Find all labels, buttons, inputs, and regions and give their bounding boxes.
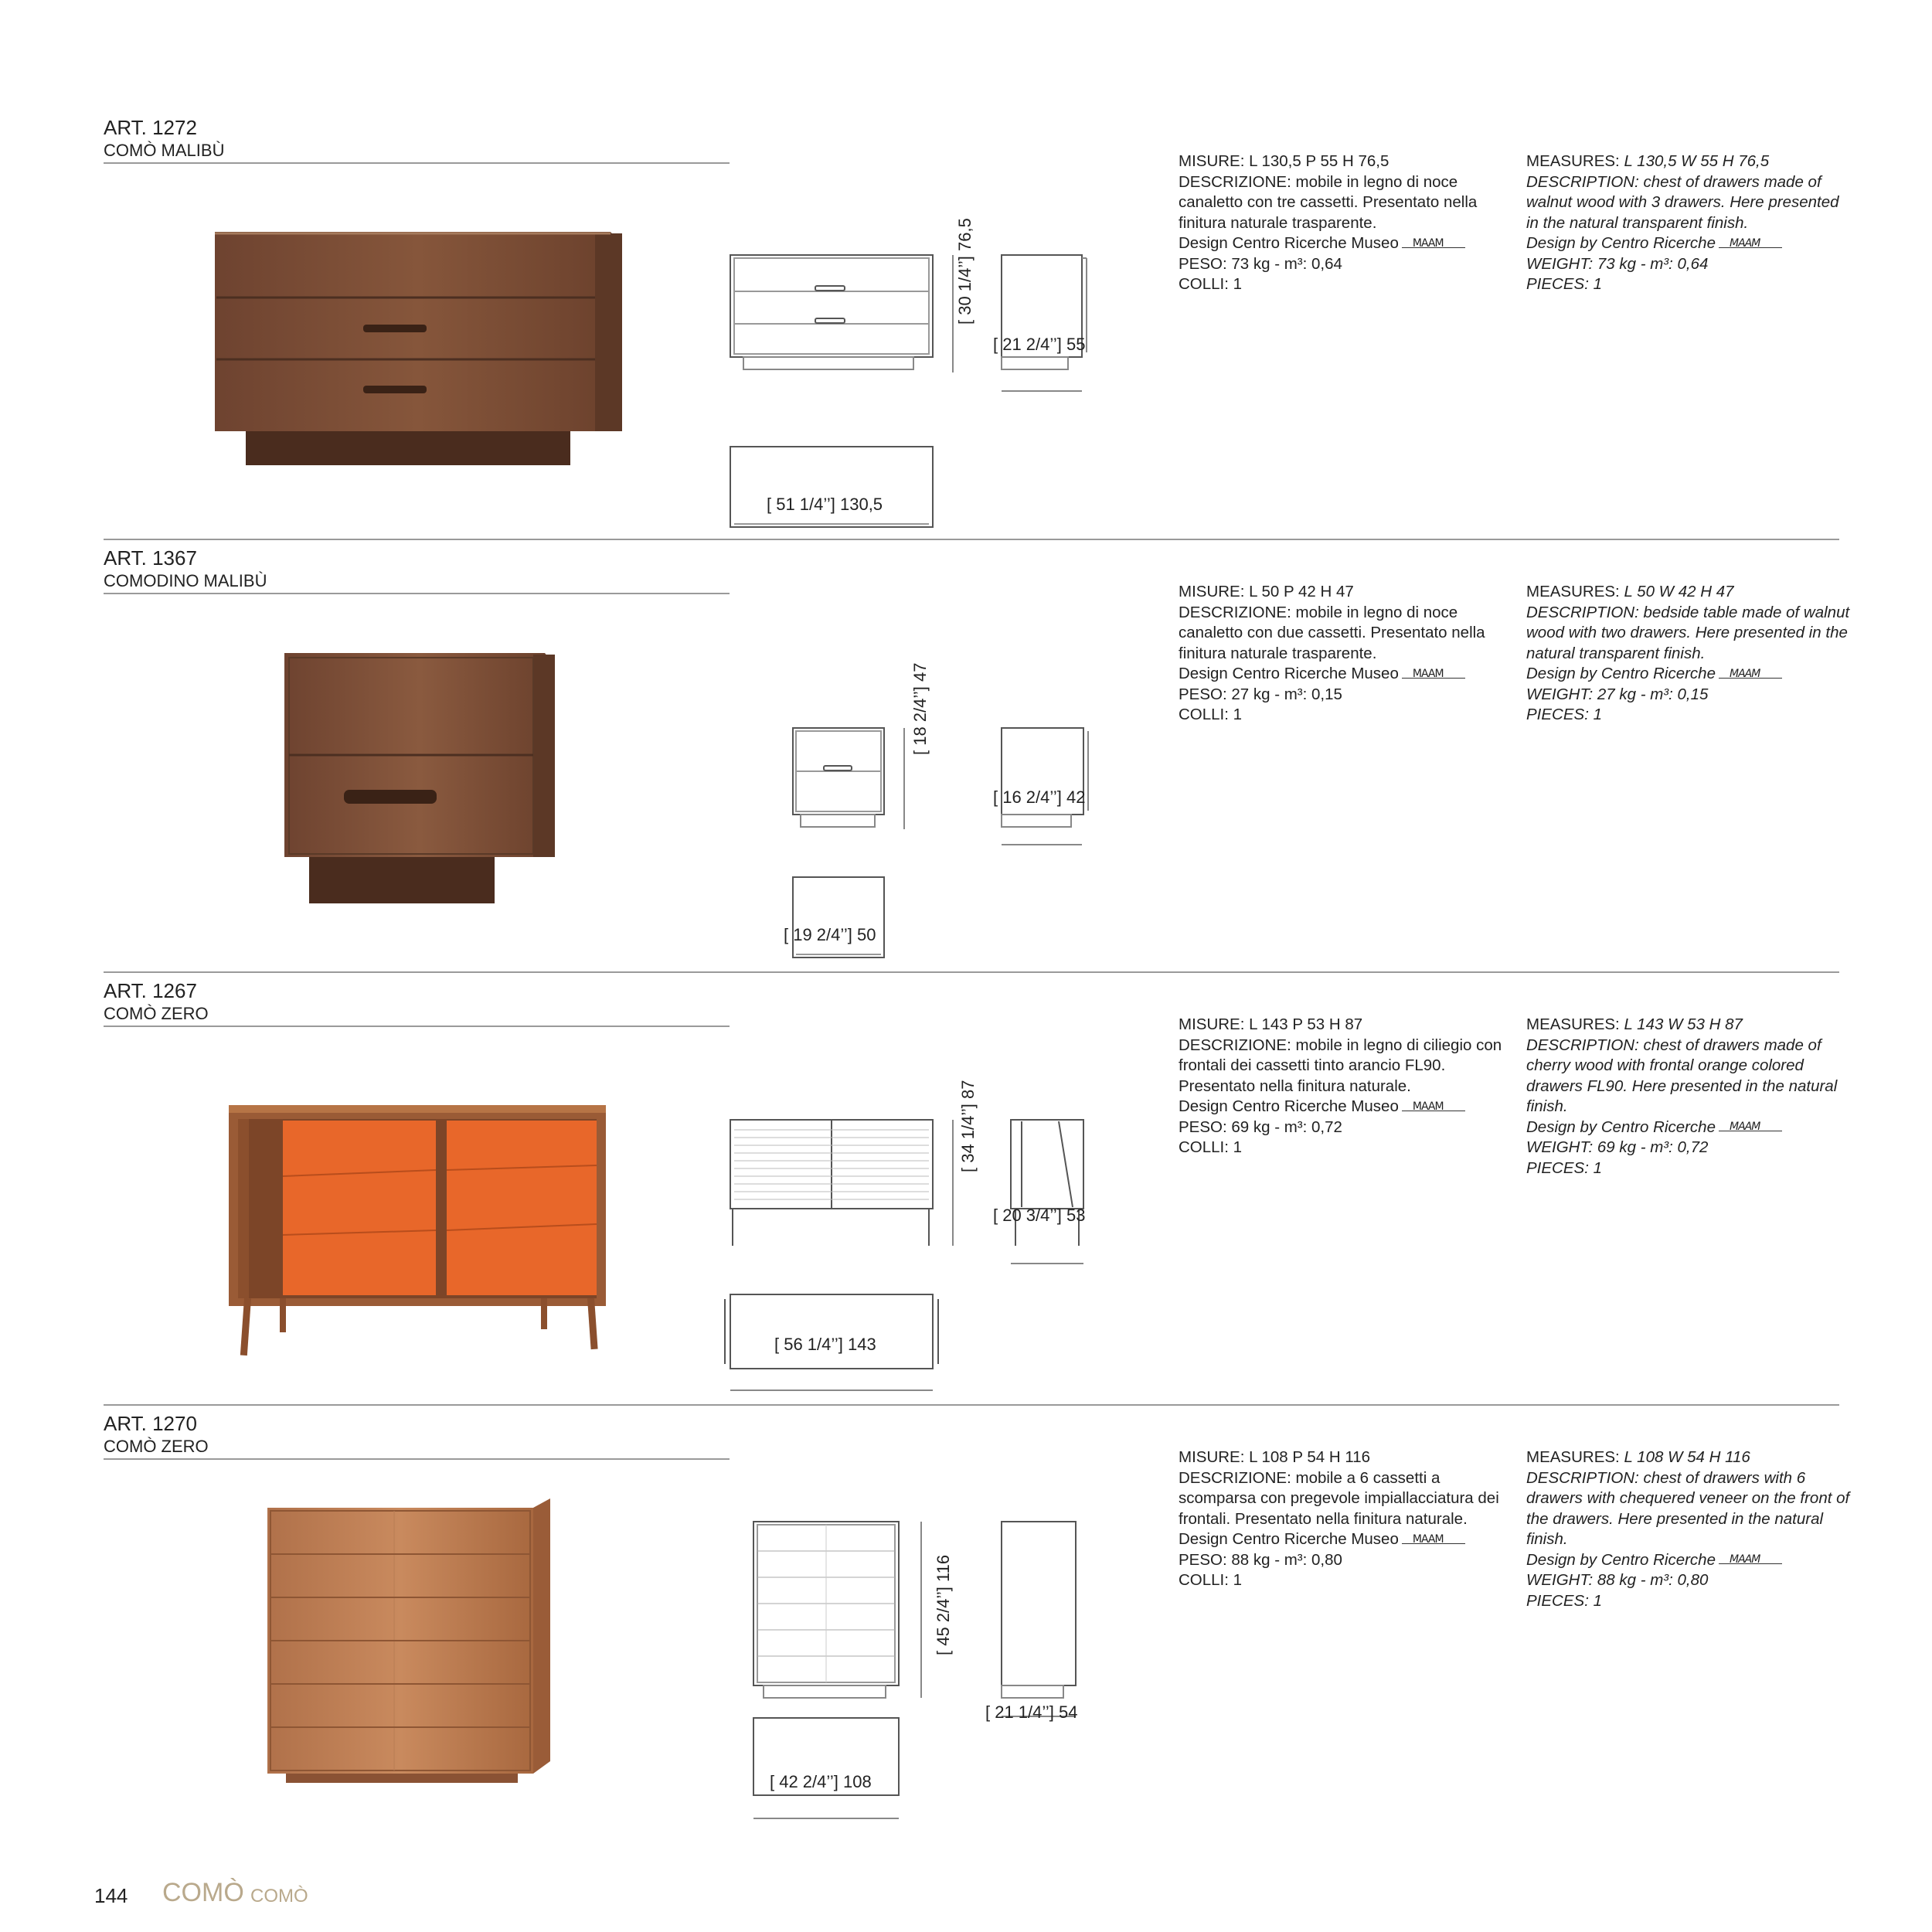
weight: WEIGHT: 88 kg - m³: 0,80 bbox=[1526, 1571, 1709, 1589]
descrizione-text: mobile in legno di noce canaletto con tre cassetti. Presentato nella finitura naturale trasparente. bbox=[1179, 172, 1478, 232]
italian-specs bbox=[1179, 582, 1503, 726]
product-section-1367 bbox=[0, 539, 1932, 971]
descrizione-label: DESCRIZIONE: bbox=[1179, 603, 1291, 621]
english-specs bbox=[1526, 582, 1851, 726]
product-photo bbox=[263, 1497, 556, 1791]
colli: COLLI: 1 bbox=[1179, 1571, 1243, 1589]
maam-logo: MAAM bbox=[1402, 1531, 1465, 1549]
peso: PESO: 69 kg - m³: 0,72 bbox=[1179, 1117, 1342, 1136]
design-credit: Design Centro Ricerche Museo bbox=[1179, 665, 1399, 682]
length-dimension: [ 51 1/4’’] 130,5 bbox=[767, 495, 883, 514]
descrizione-label: DESCRIZIONE: bbox=[1179, 172, 1291, 191]
measures-label: MEASURES: bbox=[1526, 583, 1620, 600]
italian-specs bbox=[1179, 1447, 1503, 1591]
depth-dimension: [ 21 1/4’’] 54 bbox=[985, 1702, 1078, 1722]
design-credit: Design by Centro Ricerche bbox=[1526, 234, 1716, 252]
product-section-1267 bbox=[0, 971, 1932, 1404]
peso: PESO: 27 kg - m³: 0,15 bbox=[1179, 685, 1342, 703]
pieces: PIECES: 1 bbox=[1526, 1591, 1602, 1610]
design-credit: Design by Centro Ricerche bbox=[1526, 665, 1716, 682]
article-name: COMODINO MALIBÙ bbox=[104, 571, 267, 590]
article-number: ART. 1367 bbox=[104, 546, 197, 570]
maam-logo: MAAM bbox=[1719, 665, 1782, 684]
english-specs bbox=[1526, 151, 1851, 295]
article-name: COMÒ MALIBÙ bbox=[104, 141, 225, 160]
measures-label: MEASURES: bbox=[1526, 1448, 1620, 1466]
english-specs bbox=[1526, 1015, 1851, 1179]
design-credit: Design by Centro Ricerche bbox=[1526, 1550, 1716, 1569]
design-credit: Design Centro Ricerche Museo bbox=[1179, 234, 1399, 252]
measures-label: MEASURES: bbox=[1526, 152, 1620, 170]
description-text: DESCRIPTION: chest of drawers made of cherry wood with frontal orange colored drawers FL90. Here presented in the natural finish. bbox=[1526, 1036, 1838, 1115]
depth-dimension: [ 20 3/4’’] 53 bbox=[993, 1206, 1086, 1225]
maam-logo: MAAM bbox=[1402, 1098, 1465, 1117]
maam-logo: MAAM bbox=[1402, 665, 1465, 684]
height-dimension: [ 30 1/4’’] 76,5 bbox=[955, 218, 975, 325]
article-number: ART. 1270 bbox=[104, 1412, 197, 1435]
maam-logo: MAAM bbox=[1719, 1551, 1782, 1570]
height-dimension: [ 34 1/4’’] 87 bbox=[958, 1080, 978, 1172]
misure-label: MISURE: bbox=[1179, 1015, 1245, 1033]
misure-value: L 143 P 53 H 87 bbox=[1249, 1015, 1363, 1033]
length-dimension: [ 56 1/4’’] 143 bbox=[774, 1335, 876, 1354]
height-dimension: [ 18 2/4’’] 47 bbox=[910, 662, 930, 755]
section-divider bbox=[104, 539, 1839, 540]
english-specs bbox=[1526, 1447, 1851, 1611]
maam-logo: MAAM bbox=[1719, 1118, 1782, 1137]
weight: WEIGHT: 69 kg - m³: 0,72 bbox=[1526, 1138, 1709, 1156]
misure-value: L 50 P 42 H 47 bbox=[1249, 583, 1354, 600]
length-dimension: [ 19 2/4’’] 50 bbox=[784, 925, 876, 944]
italian-specs bbox=[1179, 1015, 1503, 1158]
length-dimension: [ 42 2/4’’] 108 bbox=[770, 1772, 872, 1791]
product-section-1272 bbox=[0, 108, 1932, 541]
title-divider bbox=[104, 1458, 730, 1460]
measures-value: L 108 W 54 H 116 bbox=[1624, 1448, 1750, 1466]
description-text: DESCRIPTION: bedside table made of walnut wood with two drawers. Here presented in the natural transparent finish. bbox=[1526, 603, 1850, 662]
product-photo bbox=[224, 1099, 611, 1362]
pieces: PIECES: 1 bbox=[1526, 1158, 1602, 1177]
title-divider bbox=[104, 162, 730, 164]
section-divider bbox=[104, 971, 1839, 973]
measures-value: L 143 W 53 H 87 bbox=[1624, 1015, 1743, 1033]
article-number: ART. 1272 bbox=[104, 116, 197, 139]
title-divider bbox=[104, 593, 730, 594]
technical-drawing bbox=[719, 600, 1121, 964]
design-credit: Design by Centro Ricerche bbox=[1526, 1117, 1716, 1136]
misure-label: MISURE: bbox=[1179, 152, 1245, 170]
design-credit: Design Centro Ricerche Museo bbox=[1179, 1097, 1399, 1115]
weight: WEIGHT: 73 kg - m³: 0,64 bbox=[1526, 254, 1709, 273]
design-credit: Design Centro Ricerche Museo bbox=[1179, 1530, 1399, 1548]
peso: PESO: 88 kg - m³: 0,80 bbox=[1179, 1550, 1342, 1569]
page-number: 144 bbox=[94, 1884, 128, 1907]
footer-section-subtitle: COMÒ bbox=[250, 1886, 308, 1906]
measures-label: MEASURES: bbox=[1526, 1015, 1620, 1033]
section-divider bbox=[104, 1404, 1839, 1406]
descrizione-text: mobile in legno di noce canaletto con due cassetti. Presentato nella finitura naturale trasparente. bbox=[1179, 603, 1485, 662]
description-text: DESCRIPTION: chest of drawers with 6 drawers with chequered veneer on the front of the drawers. Here presented in the natural finish. bbox=[1526, 1468, 1850, 1548]
title-divider bbox=[104, 1026, 730, 1027]
pieces: PIECES: 1 bbox=[1526, 275, 1602, 293]
misure-label: MISURE: bbox=[1179, 583, 1245, 600]
depth-dimension: [ 16 2/4’’] 42 bbox=[993, 787, 1086, 807]
product-photo bbox=[278, 647, 564, 913]
italian-specs bbox=[1179, 151, 1503, 295]
weight: WEIGHT: 27 kg - m³: 0,15 bbox=[1526, 685, 1709, 703]
misure-value: L 130,5 P 55 H 76,5 bbox=[1249, 152, 1389, 170]
colli: COLLI: 1 bbox=[1179, 1138, 1243, 1156]
peso: PESO: 73 kg - m³: 0,64 bbox=[1179, 254, 1342, 273]
maam-logo: MAAM bbox=[1402, 235, 1465, 253]
pieces: PIECES: 1 bbox=[1526, 706, 1602, 723]
product-section-1270 bbox=[0, 1404, 1932, 1837]
article-name: COMÒ ZERO bbox=[104, 1437, 209, 1456]
footer-section-title: COMÒ bbox=[162, 1878, 244, 1907]
descrizione-text: mobile in legno di ciliegio con frontali dei cassetti tinto arancio FL90. Presentato nella finitura naturale. bbox=[1179, 1036, 1502, 1095]
descrizione-text: mobile a 6 cassetti a scomparsa con pregevole impiallacciatura dei frontali. Presentato nella finitura naturale. bbox=[1179, 1468, 1499, 1528]
article-name: COMÒ ZERO bbox=[104, 1004, 209, 1023]
description-text: DESCRIPTION: chest of drawers made of walnut wood with 3 drawers. Here presented in the natural transparent finish. bbox=[1526, 172, 1839, 232]
height-dimension: [ 45 2/4’’] 116 bbox=[934, 1554, 953, 1655]
misure-label: MISURE: bbox=[1179, 1448, 1245, 1466]
measures-value: L 130,5 W 55 H 76,5 bbox=[1624, 152, 1770, 170]
article-number: ART. 1267 bbox=[104, 979, 197, 1002]
depth-dimension: [ 21 2/4’’] 55 bbox=[993, 335, 1086, 354]
colli: COLLI: 1 bbox=[1179, 706, 1243, 723]
maam-logo: MAAM bbox=[1719, 235, 1782, 253]
descrizione-label: DESCRIZIONE: bbox=[1179, 1468, 1291, 1487]
measures-value: L 50 W 42 H 47 bbox=[1624, 583, 1734, 600]
colli: COLLI: 1 bbox=[1179, 275, 1243, 293]
product-photo bbox=[178, 224, 672, 479]
misure-value: L 108 P 54 H 116 bbox=[1249, 1448, 1371, 1466]
descrizione-label: DESCRIZIONE: bbox=[1179, 1036, 1291, 1054]
